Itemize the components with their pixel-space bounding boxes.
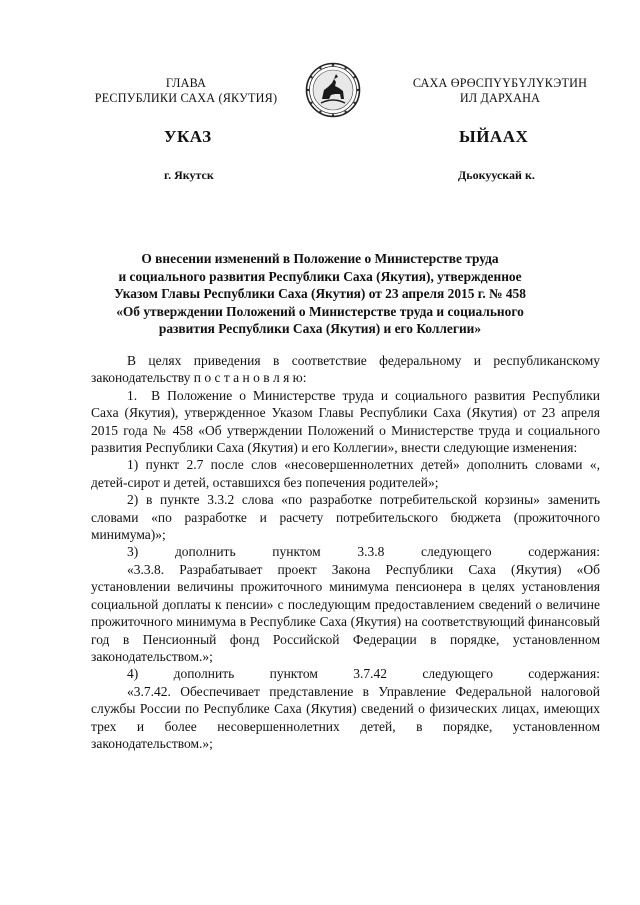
title-line: Указом Главы Республики Саха (Якутия) от 23 апреля 2015 г. № 458 xyxy=(114,286,526,301)
issuer-left-line1: ГЛАВА xyxy=(165,76,207,90)
city-left: г. Якутск xyxy=(164,168,214,182)
subitem-4: 4) дополнить пунктом 3.7.42 следующего содержания: xyxy=(127,666,600,682)
doc-type-right: ЫЙААХ xyxy=(459,127,529,146)
subitem-3: 3) дополнить пунктом 3.3.8 следующего содержания: xyxy=(127,544,600,560)
title-line: и социального развития Республики Саха (Якутия), утвержденное xyxy=(118,268,522,284)
subitem-1: 1) пункт 2.7 после слов «несовершеннолетних детей» дополнить словами «, детей-сирот и детей, оставшихся без попечения родителей»; xyxy=(91,457,600,490)
item-1-paragraph xyxy=(91,387,600,457)
issuer-left xyxy=(62,76,310,106)
issuer-right-line1: САХА ӨРӨСПҮҮБҮЛҮКЭТИН xyxy=(412,76,588,90)
doc-type-left: УКАЗ xyxy=(164,127,212,146)
issuer-left-line2: РЕСПУБЛИКИ САХА (ЯКУТИЯ) xyxy=(94,91,278,105)
subitem-3-text: «3.3.8. Разрабатывает проект Закона Республики Саха (Якутия) «Об установлении величины прожиточного минимума пенсионера в целях установления социальной доплаты к пенсии» с последующим предоставлением сведений о величине прожиточного минимума в Республике Саха (Якутия) на соответствующий финансовый год в Пенсионный фонд Российской Федерации в порядке, установленном законодательством.»; xyxy=(91,561,600,664)
issuer-right-line2: ИЛ ДАРХАНА xyxy=(459,91,541,105)
item-1-text: В Положение о Министерстве труда и социального развития Республики Саха (Якутия), утвержденное Указом Главы Республики Саха (Якутия) от 23 апреля 2015 года № 458 «Об утверждении Положений о Министерстве труда и социального развития Республики Саха (Якутия) и его Коллегии», внести следующие изменения: xyxy=(91,387,600,456)
subitem-2: 2) в пункте 3.3.2 слова «по разработке потребительской корзины» заменить словами «по разработке и расчету потребительского бюджета (прожиточного минимума)»; xyxy=(91,492,600,543)
subitem-4-text: «3.7.42. Обеспечивает представление в Управление Федеральной налоговой службы России по Республике Саха (Якутия) сведений о физических лицах, имеющих трех и более несовершеннолетних детей, в порядке, установленном законодательством.»; xyxy=(91,683,600,751)
title-line: развития Республики Саха (Якутия) и его Коллегии» xyxy=(158,321,482,336)
item-1-number: 1. xyxy=(127,387,138,403)
title-line: «Об утверждении Положений о Министерстве труда и социального xyxy=(116,303,524,319)
title-line: О внесении изменений в Положение о Министерстве труда xyxy=(141,251,499,266)
intro-paragraph: В целях приведения в соответствие федеральному и республиканскому законодательству п о с т а н о в л я ю: xyxy=(91,353,600,386)
document-title xyxy=(90,250,550,338)
document-body xyxy=(91,352,600,752)
issuer-right xyxy=(376,76,624,106)
republic-sakha-emblem-icon xyxy=(305,62,361,118)
city-right: Дьокуускай к. xyxy=(458,168,535,182)
